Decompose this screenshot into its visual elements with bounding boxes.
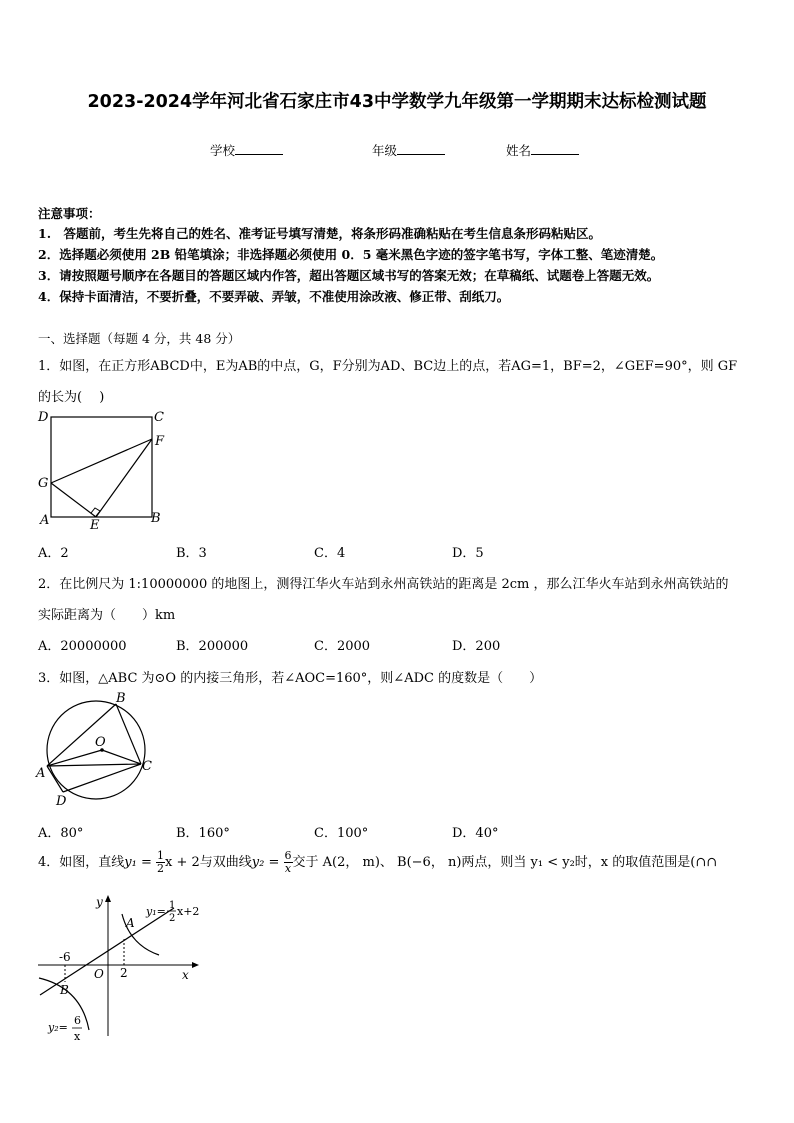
circle-figure [34,690,164,810]
school-blank[interactable] [235,142,283,155]
q4-fraction-1 [156,850,165,875]
label-e: E [90,518,100,533]
q4-tail-2: 交于 A(2， m)、 B(−6， n)两点，则当 y₁ < y₂时，x 的取值范围是(∩∩ [292,855,718,870]
point-a-label: A [126,916,135,930]
q1-option-c[interactable]: C．4 [314,546,346,561]
tick-label-neg6: -6 [59,950,71,964]
fraction-numerator: 6 [284,849,292,862]
q4-y1: y₁ [124,855,137,870]
q4-prefix: 4．如图，直线 [38,855,125,870]
segment-oc [102,750,141,764]
question-4-text [38,849,717,877]
notice-item: 2．选择题必须使用 2B 铅笔填涂；非选择题必须使用 0．5 毫米黑色字迹的签字笔书写，字体工整、笔迹清楚。 [38,247,664,262]
page-title: 2023-2024学年河北省石家庄市43中学数学九年级第一学期期末达标检测试题 [87,92,707,112]
label-a: A [36,766,46,781]
label-f: F [155,434,165,449]
section-heading: 一、选择题（每题 4 分，共 48 分） [38,331,241,346]
origin-label: O [94,967,104,981]
notice-item: 3．请按照题号顺序在各题目的答题区域内作答，超出答题区域书写的答案无效；在草稿纸、试题卷上答题无效。 [38,268,660,283]
q4-y2: y₂ [251,855,265,870]
y2-label-numerator: 6 [74,1014,81,1027]
name-field [506,141,579,159]
label-b: B [151,511,161,526]
q3-option-b[interactable]: B．160° [176,826,230,841]
question-1-text: 1．如图，在正方形ABCD中，E为AB的中点，G，F分别为AD、BC边上的点，若AG=1，BF=2，∠GEF=90°，则 GF [38,359,738,374]
question-2-text: 2．在比例尺为 1:10000000 的地图上，测得江华火车站到永州高铁站的距离是 2cm ，那么江华火车站到永州高铁站的 [38,577,729,592]
y-axis-arrow-icon [105,895,111,902]
label-o: O [95,735,106,750]
y1-label-tail: x+2 [177,905,200,918]
q2-option-c[interactable]: C．2000 [314,639,371,654]
square-figure [34,406,174,536]
name-label: 姓名 [506,143,532,158]
y1-label: y₁= [146,905,166,918]
school-label: 学校 [210,143,236,158]
grade-blank[interactable] [397,142,445,155]
q1-option-b[interactable]: B．3 [176,546,207,561]
q1-option-d[interactable]: D．5 [452,546,484,561]
q4-fraction-2 [284,850,293,875]
q4-tail-1: x + 2与双曲线 [165,855,252,870]
name-blank[interactable] [531,142,579,155]
notice-item: 4．保持卡面清洁，不要折叠，不要弄破、弄皱，不准使用涂改液、修正带、刮纸刀。 [38,289,510,304]
segment-ge [51,483,96,517]
label-c: C [142,759,152,774]
q2-option-d[interactable]: D．200 [452,639,501,654]
circle-o [47,701,145,799]
y-axis-label: y [96,895,103,909]
y1-label-numerator: 1 [169,900,176,911]
q2-option-b[interactable]: B．200000 [176,639,249,654]
y1-label-denominator: 2 [169,913,176,924]
q2-option-a[interactable]: A．20000000 [38,639,127,654]
notice-heading: 注意事项： [38,206,101,221]
fraction-denominator: x [284,862,292,875]
segment-ac [47,764,141,766]
grade-field [372,141,445,159]
question-1-text-cont: 的长为( ) [38,390,105,405]
question-3-text: 3．如图，△ABC 为⊙O 的内接三角形，若∠AOC=160°，则∠ADC 的度数是（ ） [38,671,543,686]
q3-option-a[interactable]: A．80° [38,826,84,841]
label-d: D [38,410,49,425]
q3-option-d[interactable]: D．40° [452,826,499,841]
q3-option-c[interactable]: C．100° [314,826,369,841]
point-b-label: B [60,983,69,997]
q4-eq-2: = [264,855,284,870]
y2-label-denominator: x [74,1030,81,1043]
label-b: B [116,691,126,706]
x-axis-arrow-icon [192,962,199,968]
segment-ad [47,766,63,792]
y2-label: y₂= [48,1021,68,1034]
fraction-denominator: 2 [157,862,165,875]
q1-option-a[interactable]: A．2 [38,546,69,561]
segment-dc [63,764,141,792]
x-axis-label: x [182,968,189,982]
tick-label-2: 2 [120,966,128,980]
question-2-text-cont: 实际距离为（ ）km [38,608,176,623]
label-c: C [154,410,164,425]
grade-label: 年级 [372,143,398,158]
label-a: A [40,513,50,528]
school-field [210,141,283,159]
q4-eq: = [136,855,157,870]
function-graph [34,890,214,1050]
square-abcd [51,417,152,517]
label-g: G [38,476,49,491]
notice-item: 1. 答题前，考生先将自己的姓名、准考证号填写清楚，将条形码准确粘贴在考生信息条形码粘贴区。 [38,226,602,241]
label-d: D [56,794,67,809]
fraction-numerator: 1 [157,849,165,862]
